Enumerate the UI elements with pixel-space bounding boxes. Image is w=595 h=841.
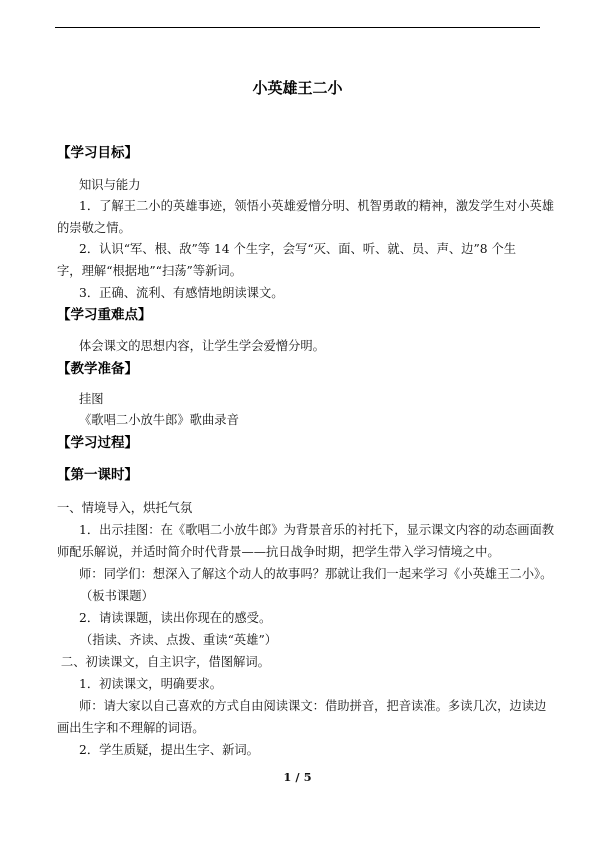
document-title: 小英雄王二小: [252, 79, 343, 97]
objectives-heading: 【学习目标】: [57, 145, 138, 161]
lesson1-part2-title: 二、初读课文，自主识字，借图解词。: [57, 655, 270, 669]
preparation-item-2: 《歌唱二小放牛郎》歌曲录音: [79, 413, 239, 427]
lesson1-p3: （板书课题）: [80, 589, 154, 603]
lesson1-p7-line-2: 画出生字和不理解的词语。: [57, 721, 205, 735]
objective-2-line-2: 字，理解“根据地”“扫荡”等新词。: [57, 264, 243, 278]
lesson1-p2: 师：同学们：想深入了解这个动人的故事吗？那就让我们一起来学习《小英雄王二小》。: [79, 567, 553, 581]
objective-3: 3．正确、流利、有感情地朗读课文。: [79, 286, 284, 300]
preparation-heading: 【教学准备】: [57, 361, 138, 377]
lesson1-p1-line-2: 师配乐解说，并适时简介时代背景——抗日战争时期，把学生带入学习情境之中。: [57, 545, 500, 559]
lesson1-part1-title: 一、情境导入，烘托气氛: [57, 501, 193, 515]
objective-1-line-2: 的崇敬之情。: [57, 221, 131, 235]
key-points-text: 体会课文的思想内容，让学生学会爱憎分明。: [79, 339, 325, 353]
objective-2-line-1: 2．认识“军、根、敌”等 14 个生字，会写“灭、面、听、就、员、声、边”8 个生: [79, 242, 517, 256]
lesson1-p4: 2．请读课题，读出你现在的感受。: [79, 611, 272, 625]
preparation-item-1: 挂图: [79, 392, 104, 406]
lesson1-heading: 【第一课时】: [57, 467, 138, 483]
lesson1-p6: 1．初读课文，明确要求。: [79, 677, 223, 691]
process-heading: 【学习过程】: [57, 435, 138, 451]
lesson1-p1-line-1: 1．出示挂图：在《歌唱二小放牛郎》为背景音乐的衬托下，显示课文内容的动态画面教: [79, 523, 555, 537]
lesson1-p7-line-1: 师：请大家以自己喜欢的方式自由阅读课文：借助拼音，把音读准。多读几次，边读边: [79, 699, 547, 713]
objective-1-line-1: 1．了解王二小的英雄事迹，领悟小英雄爱憎分明、机智勇敢的精神，激发学生对小英雄: [79, 199, 555, 213]
lesson1-p5: （指读、齐读、点拨、重读“英雄”）: [80, 633, 278, 647]
key-points-heading: 【学习重难点】: [57, 307, 152, 323]
page-number: 1 / 5: [283, 770, 312, 784]
header-rule: [55, 27, 540, 28]
lesson1-p8: 2．学生质疑，提出生字、新词。: [79, 743, 259, 757]
objectives-subheading: 知识与能力: [79, 178, 141, 192]
